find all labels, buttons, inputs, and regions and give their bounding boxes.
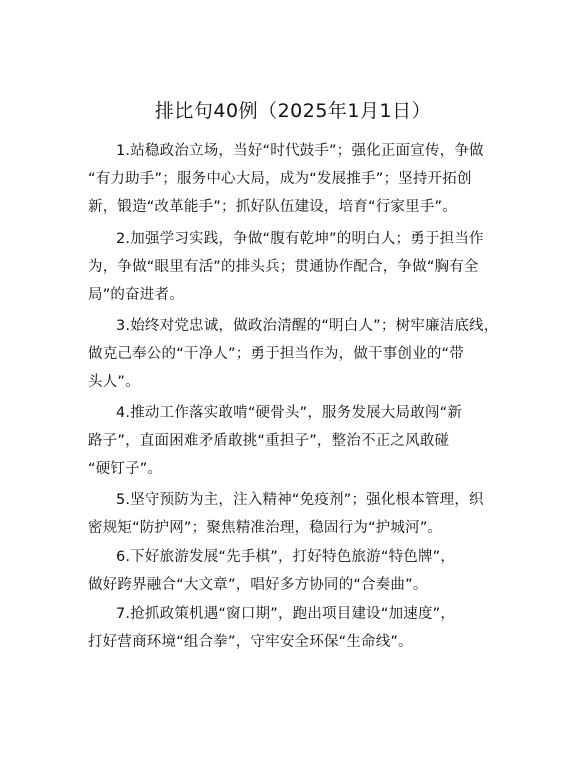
paragraph-2 bbox=[88, 225, 508, 309]
paragraph-line: “有力助手”；服务中心大局，成为“发展推手”；坚持开拓创 bbox=[88, 171, 472, 187]
paragraph-line: 局”的奋进者。 bbox=[88, 287, 184, 303]
document-title: 排比句40例（2025年1月1日） bbox=[154, 100, 432, 122]
paragraph-line: 4.推动工作落实敢啃“硬骨头”，服务发展大局敢闯“新 bbox=[116, 405, 463, 421]
paragraph-line: 做好跨界融合“大文章”，唱好多方协同的“合奏曲”。 bbox=[88, 577, 428, 593]
paragraph-line: 2.加强学习实践，争做“腹有乾坤”的明白人；勇于担当作 bbox=[116, 231, 484, 247]
paragraph-line: 路子”，直面困难矛盾敢挑“重担子”，整治不正之风敢碰 bbox=[88, 433, 450, 449]
paragraph-line: 打好营商环境“组合拳”，守牢安全环保“生命线”。 bbox=[88, 634, 413, 650]
paragraph-1 bbox=[88, 137, 508, 221]
paragraph-line: 7.抢抓政策机遇“窗口期”，跑出项目建设“加速度”， bbox=[116, 606, 456, 622]
paragraph-4 bbox=[88, 399, 508, 483]
paragraph-7 bbox=[88, 600, 508, 656]
paragraph-line: 5.坚守预防为主，注入精神“免疫剂”；强化根本管理，织 bbox=[116, 492, 484, 508]
paragraph-6 bbox=[88, 543, 508, 599]
paragraph-line: 密规矩“防护网”；聚焦精准治理，稳固行为“护城河”。 bbox=[88, 520, 443, 536]
paragraph-line: 3.始终对党忠诚，做政治清醒的“明白人”；树牢廉洁底线， bbox=[116, 318, 499, 334]
paragraph-line: “硬钉子”。 bbox=[88, 461, 163, 477]
paragraph-line: 为，争做“眼里有活”的排头兵；贯通协作配合，争做“胸有全 bbox=[88, 259, 479, 275]
paragraph-line: 头人”。 bbox=[88, 374, 140, 390]
paragraph-line: 1.站稳政治立场，当好“时代鼓手”；强化正面宣传，争做 bbox=[116, 143, 484, 159]
paragraph-line: 6.下好旅游发展“先手棋”，打好特色旅游“特色牌”， bbox=[116, 549, 456, 565]
paragraph-line: 做克己奉公的“干净人”；勇于担当作为，做干事创业的“带 bbox=[88, 346, 464, 362]
paragraph-3 bbox=[88, 312, 508, 396]
paragraph-line: 新，锻造“改革能手”；抓好队伍建设，培育“行家里手”。 bbox=[88, 199, 457, 215]
paragraph-5 bbox=[88, 486, 508, 542]
